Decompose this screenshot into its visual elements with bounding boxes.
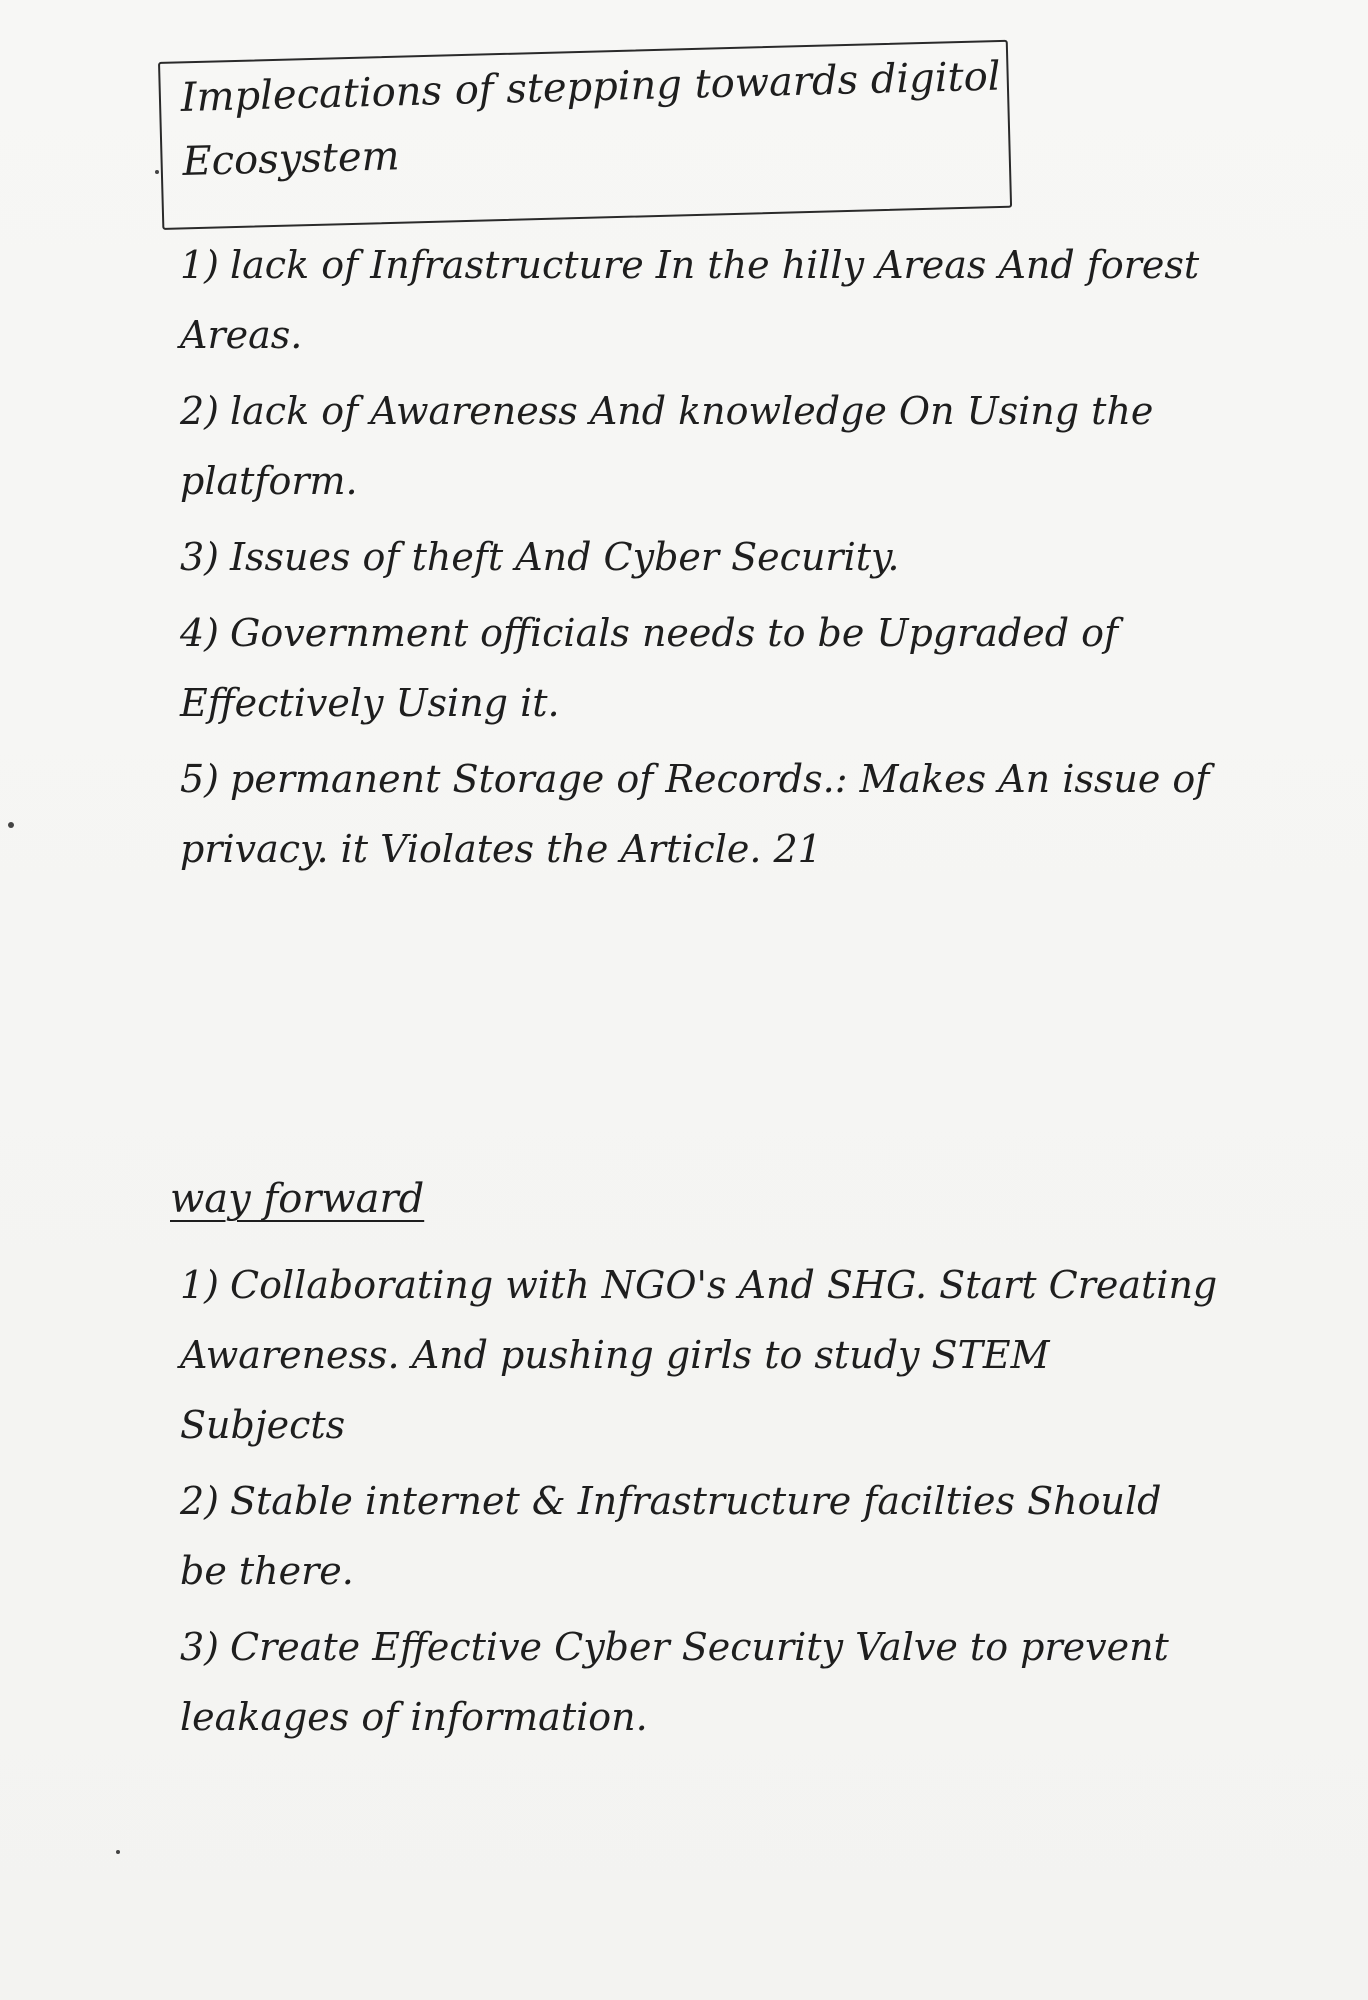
ink-speck — [8, 822, 14, 828]
list-item: 1) lack of Infrastructure In the hilly Areas And forest Areas. — [180, 243, 1200, 357]
implications-list — [180, 230, 1220, 890]
list-item: 1) Collaborating with NGO's And SHG. Start Creating Awareness. And pushing girls to study STEM Subjects — [180, 1263, 1218, 1447]
list-item-text: Collaborating with NGO's And SHG. Start Creating Awareness. And pushing girls to study STEM Subjects — [180, 1263, 1218, 1447]
list-item: 5) permanent Storage of Records.: Makes An issue of privacy. it Violates the Article. 21 — [180, 757, 1210, 871]
list-item-text: permanent Storage of Records.: Makes An issue of privacy. it Violates the Article. 21 — [180, 757, 1210, 871]
way-forward-heading: way forward — [170, 1176, 425, 1222]
list-item-text: lack of Infrastructure In the hilly Areas And forest Areas. — [180, 243, 1200, 357]
page-title: Implecations of stepping towards digitol Ecosystem — [180, 53, 1002, 185]
list-item-text: Government officials needs to be Upgraded of Effectively Using it. — [180, 611, 1119, 725]
ink-speck — [116, 1850, 120, 1854]
list-item: 2) Stable internet & Infrastructure facilties Should be there. — [180, 1479, 1162, 1593]
list-item-text: Issues of theft And Cyber Security. — [230, 535, 900, 579]
list-item: 4) Government officials needs to be Upgraded of Effectively Using it. — [180, 611, 1119, 725]
ink-speck — [155, 170, 159, 174]
list-item: 3) Create Effective Cyber Security Valve to prevent leakages of information. — [180, 1625, 1169, 1739]
way-forward-list — [180, 1250, 1220, 1758]
list-item-text: Stable internet & Infrastructure facilties Should be there. — [180, 1479, 1162, 1593]
list-item-text: Create Effective Cyber Security Valve to prevent leakages of information. — [180, 1625, 1169, 1739]
list-item: 2) lack of Awareness And knowledge On Using the platform. — [180, 389, 1154, 503]
list-item: 3) Issues of theft And Cyber Security. — [180, 535, 900, 579]
list-item-text: lack of Awareness And knowledge On Using the platform. — [180, 389, 1154, 503]
